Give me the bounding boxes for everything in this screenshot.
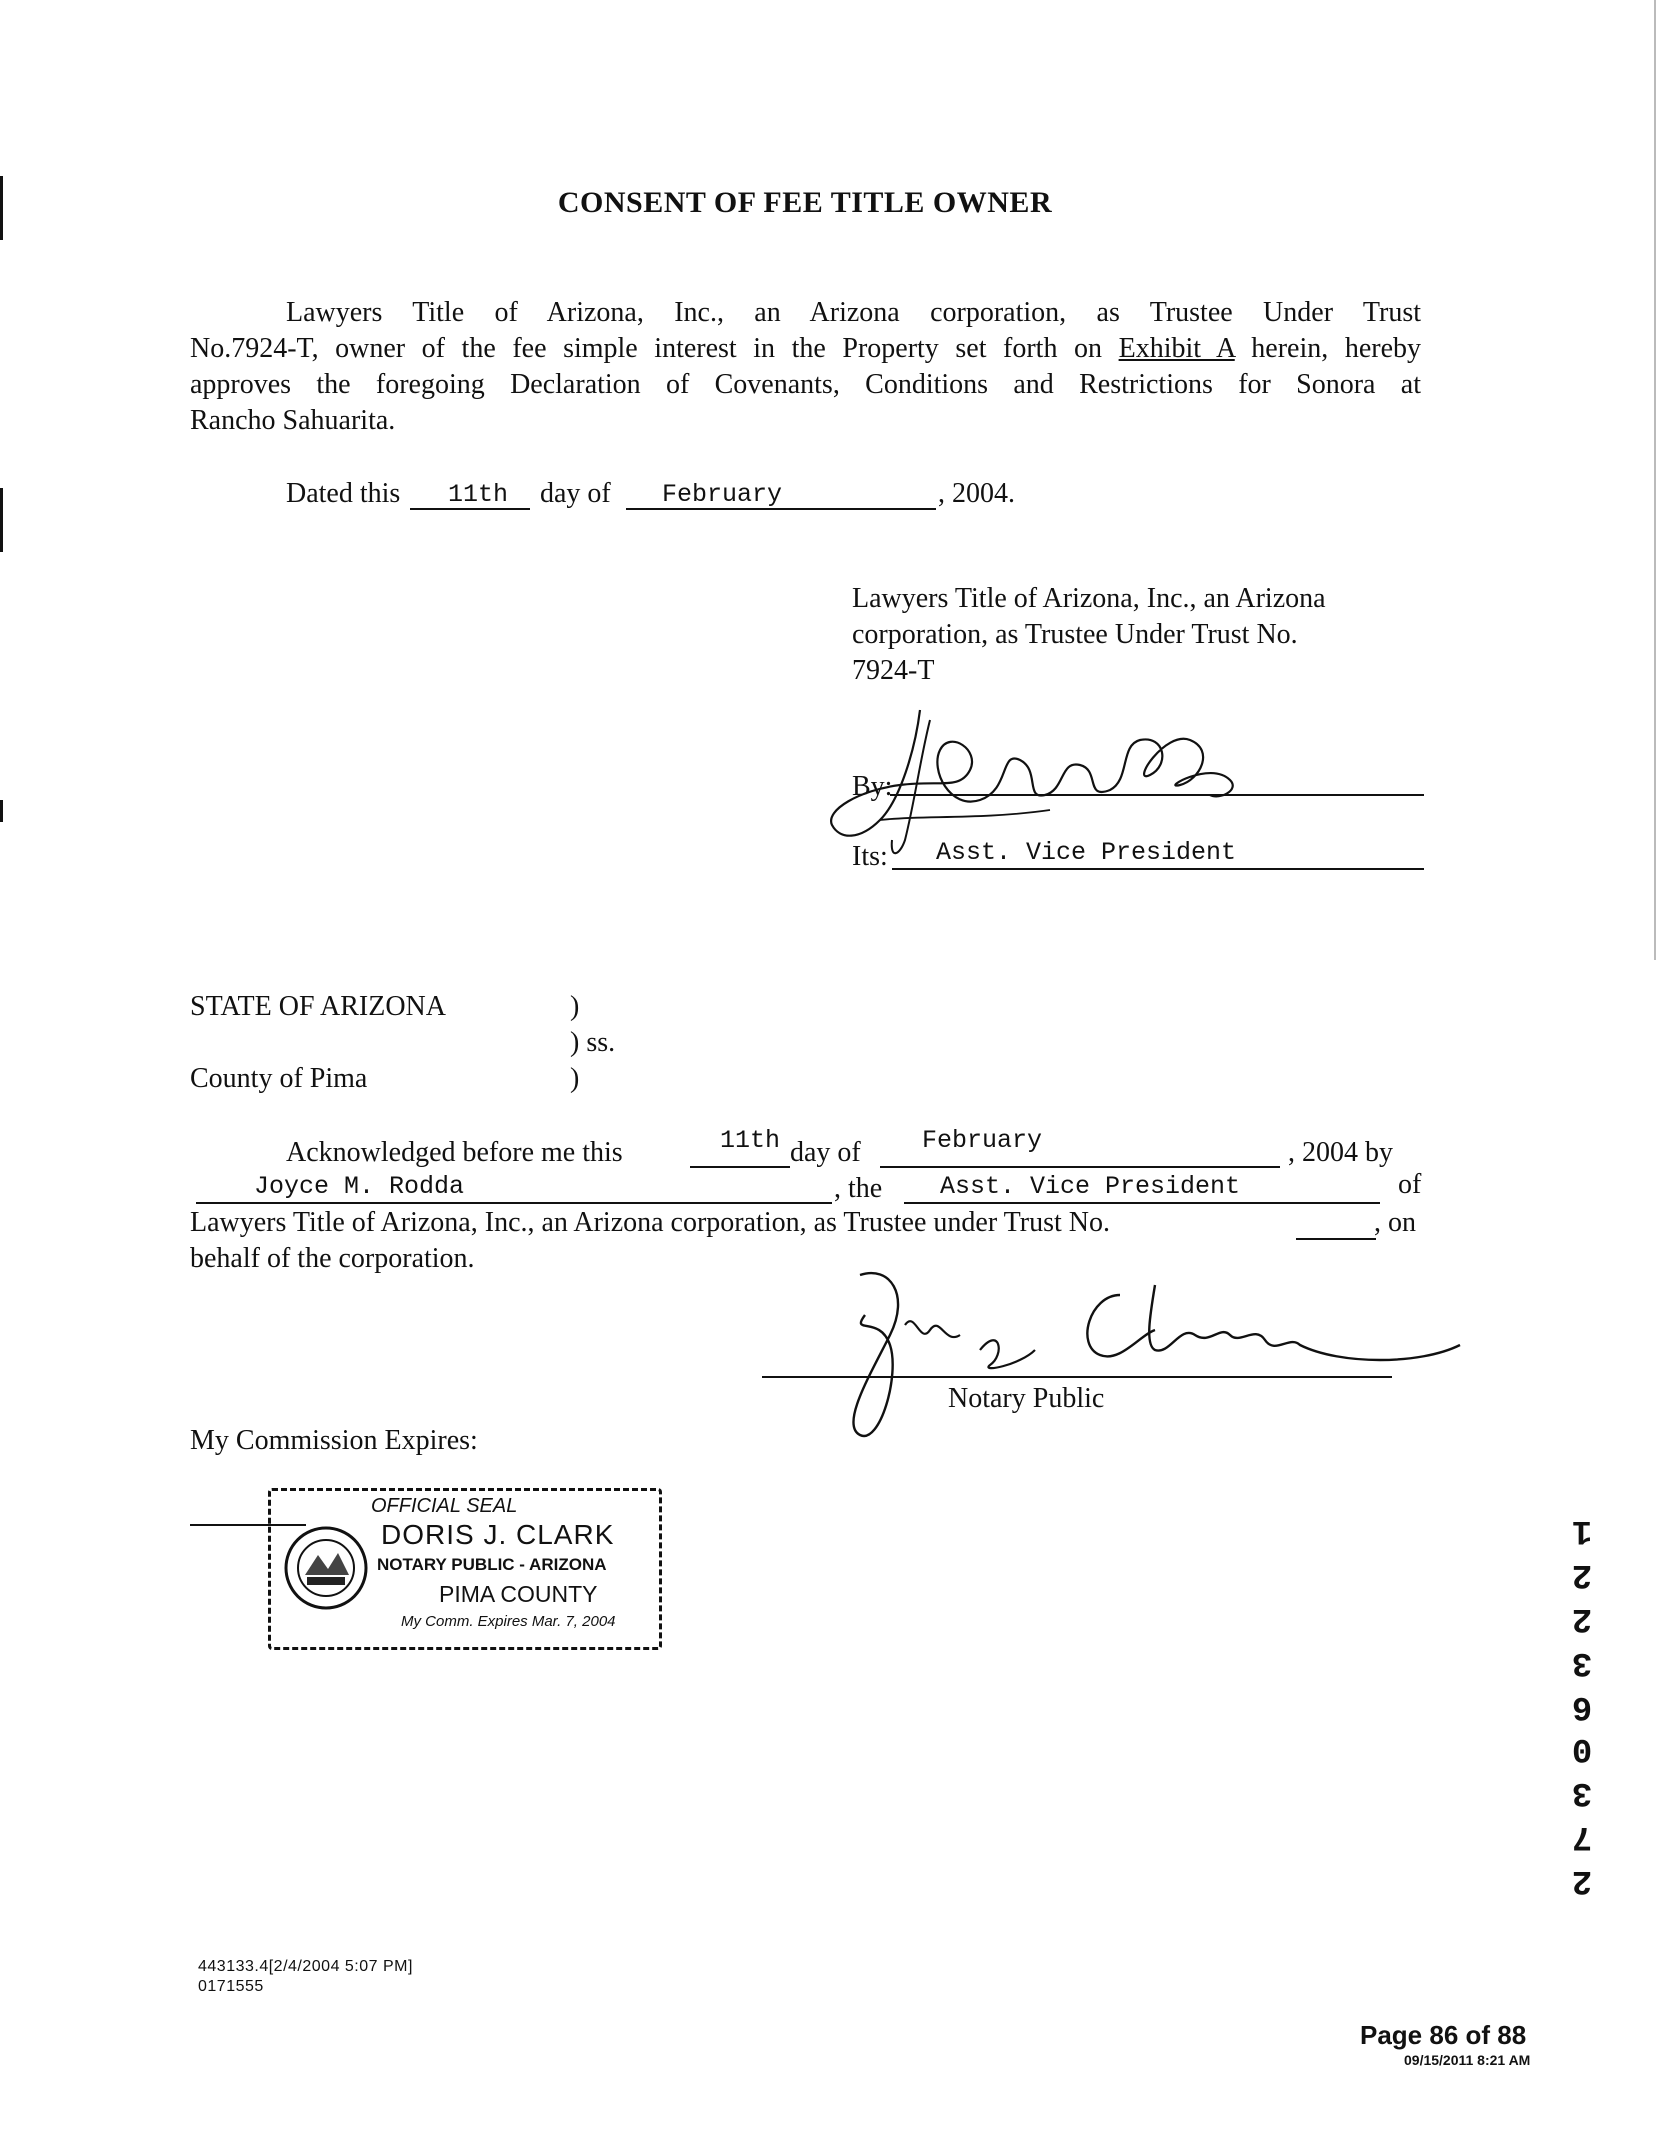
ack-year-by: , 2004 by <box>1288 1137 1393 1168</box>
venue-ss: ) ss. <box>570 1027 616 1058</box>
seal-name: DORIS J. CLARK <box>381 1519 615 1550</box>
bates-digit: 0 <box>1571 1729 1593 1767</box>
page-edge <box>1654 0 1656 960</box>
notary-signature <box>820 1255 1470 1445</box>
notary-seal <box>268 1488 662 1650</box>
ack-the: , the <box>834 1173 883 1204</box>
ack-month: February <box>922 1126 1043 1155</box>
venue-paren-3: ) <box>570 1063 580 1094</box>
footer-doc-num: 0171555 <box>198 1978 264 1995</box>
ack-line-4: behalf of the corporation. <box>190 1243 475 1274</box>
document-title: CONSENT OF FEE TITLE OWNER <box>557 186 1053 219</box>
dated-year: , 2004. <box>938 478 1015 509</box>
seal-header: OFFICIAL SEAL <box>371 1495 518 1517</box>
by-label: By: <box>852 771 893 802</box>
seal-line-4: My Comm. Expires Mar. 7, 2004 <box>401 1613 616 1630</box>
footer-doc-id: 443133.4[2/4/2004 5:07 PM] <box>198 1958 413 1975</box>
page-timestamp: 09/15/2011 8:21 AM <box>1404 2052 1531 2068</box>
ack-of: of <box>1398 1169 1422 1200</box>
ack-day: 11th <box>720 1126 781 1155</box>
notary-label: Notary Public <box>948 1383 1105 1414</box>
bates-digit: 1 <box>1571 1511 1593 1549</box>
recording-number-group-2 <box>1562 1726 1602 1902</box>
ack-day-of: day of <box>790 1137 861 1168</box>
dated-month: February <box>662 480 783 509</box>
intro-line-2-pre: No.7924-T, owner of the fee simple interest in the Property set forth on <box>190 333 1103 364</box>
venue-state: STATE OF ARIZONA <box>190 991 446 1022</box>
bates-digit: 3 <box>1571 1773 1593 1811</box>
page-number: Page 86 of 88 <box>1360 2020 1527 2050</box>
intro-line-3: approves the foregoing Declaration of Covenants, Conditions and Restrictions for Sonora at <box>190 369 1421 400</box>
venue-paren-1: ) <box>570 991 580 1022</box>
its-value: Asst. Vice President <box>936 838 1237 867</box>
dated-day-of: day of <box>540 478 611 509</box>
signatory-line-1: Lawyers Title of Arizona, Inc., an Arizona <box>852 583 1326 614</box>
notary-signature-line <box>762 1376 1392 1378</box>
its-label: Its: <box>852 841 888 872</box>
intro-line-2 <box>190 330 1421 368</box>
its-line <box>892 868 1424 870</box>
ack-day-blank <box>690 1166 790 1168</box>
ack-prefix: Acknowledged before me this <box>286 1137 623 1168</box>
ack-trust-no-blank <box>1296 1238 1376 1240</box>
scan-mark <box>0 488 3 552</box>
signatory-line-3: 7924-T <box>852 655 935 686</box>
exhibit-a-link[interactable]: Exhibit A <box>1118 333 1235 364</box>
dated-day: 11th <box>448 480 509 509</box>
venue-county: County of Pima <box>190 1063 368 1094</box>
ack-name: Joyce M. Rodda <box>254 1172 465 1201</box>
bates-digit: 2 <box>1571 1599 1593 1637</box>
bates-digit: 3 <box>1571 1643 1593 1681</box>
intro-line-2-post: herein, hereby <box>1251 333 1421 364</box>
bates-digit: 2 <box>1571 1555 1593 1593</box>
ack-line-3-pre: Lawyers Title of Arizona, Inc., an Arizona corporation, as Trustee under Trust No. <box>190 1207 1110 1238</box>
state-seal-icon <box>283 1525 369 1611</box>
ack-month-blank <box>880 1166 1280 1168</box>
scan-mark <box>0 800 3 822</box>
bates-digit: 7 <box>1571 1817 1593 1855</box>
bates-digit: 2 <box>1571 1861 1593 1899</box>
ack-title: Asst. Vice President <box>940 1172 1241 1201</box>
dated-prefix: Dated this <box>286 478 401 509</box>
seal-line-3: PIMA COUNTY <box>439 1581 598 1607</box>
intro-line-4: Rancho Sahuarita. <box>190 405 396 436</box>
recording-number-group-1 <box>1562 1508 1602 1728</box>
intro-line-1: Lawyers Title of Arizona, Inc., an Arizona corporation, as Trustee Under Trust <box>286 297 1421 328</box>
ack-line-3-post: , on <box>1374 1207 1416 1238</box>
signatory-line-2: corporation, as Trustee Under Trust No. <box>852 619 1298 650</box>
commission-label: My Commission Expires: <box>190 1425 478 1456</box>
seal-line-2: NOTARY PUBLIC - ARIZONA <box>377 1555 607 1574</box>
bates-digit: 6 <box>1571 1687 1593 1725</box>
